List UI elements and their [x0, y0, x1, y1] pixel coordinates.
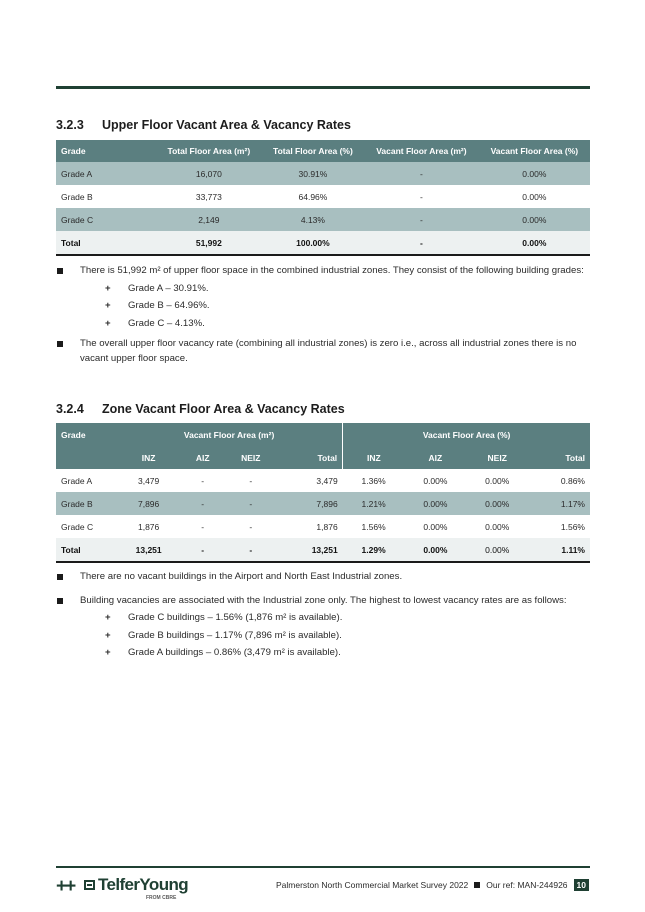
section-heading-upper-floor — [56, 118, 351, 132]
cell: 0.86% — [528, 469, 590, 492]
cell: - — [364, 208, 479, 231]
cell: 1.21% — [343, 492, 405, 515]
bullet-item — [56, 570, 590, 585]
col-header-vacant-floor-area: Vacant Floor Area (m²) — [364, 140, 479, 162]
table-sub-header-row — [56, 446, 590, 469]
bullet-square-icon — [57, 574, 63, 580]
col-header-neiz-pct: NEIZ — [466, 446, 528, 469]
page-number: 10 — [574, 879, 589, 891]
col-header-grade: Grade — [56, 423, 116, 446]
top-rule — [56, 86, 590, 89]
logo-wordmark: TelferYoung — [98, 875, 189, 894]
cell: 0.00% — [405, 469, 467, 492]
table-total-row — [56, 231, 590, 255]
bullet-text: There are no vacant buildings in the Airport and North East Industrial zones. — [80, 571, 403, 582]
bullet-square-icon — [57, 598, 63, 604]
cell: 3,479 — [116, 469, 181, 492]
bottom-rule — [56, 866, 590, 868]
cell: 2,149 — [156, 208, 262, 231]
cell: - — [364, 185, 479, 208]
cell: - — [364, 162, 479, 185]
table-row — [56, 185, 590, 208]
cell: - — [364, 231, 479, 255]
cell: 100.00% — [262, 231, 364, 255]
footer-square-icon — [474, 882, 480, 888]
zone-vacancy-table — [56, 423, 590, 563]
col-header-empty — [56, 446, 116, 469]
cell: 4.13% — [262, 208, 364, 231]
sub-bullet-text: Grade A – 30.91%. — [128, 282, 209, 294]
cell: - — [181, 492, 224, 515]
cell: 0.00% — [479, 162, 590, 185]
cell: 7,896 — [116, 492, 181, 515]
col-header-aiz-pct: AIZ — [405, 446, 467, 469]
table-row — [56, 162, 590, 185]
cell: 1.56% — [343, 515, 405, 538]
table-row — [56, 469, 590, 492]
logo-equals-icon — [84, 880, 95, 890]
cell: 30.91% — [262, 162, 364, 185]
cell: 33,773 — [156, 185, 262, 208]
sub-bullet-text: Grade B – 64.96%. — [128, 300, 210, 311]
sub-bullet-item — [80, 611, 590, 626]
table-group-header-row — [56, 423, 590, 446]
cell: - — [224, 538, 277, 562]
cell: 64.96% — [262, 185, 364, 208]
logo-plus-icon: ++ — [56, 876, 75, 897]
cell-grade: Grade C — [56, 208, 156, 231]
cell: - — [224, 492, 277, 515]
cell: 1.11% — [528, 538, 590, 562]
cell: 0.00% — [479, 231, 590, 255]
col-header-neiz: NEIZ — [224, 446, 277, 469]
sub-bullet-item — [80, 629, 590, 644]
table-row — [56, 208, 590, 231]
table-row — [56, 492, 590, 515]
sub-bullet-text: Grade C buildings – 1.56% (1,876 m² is available). — [128, 612, 343, 623]
cell: 1,876 — [116, 515, 181, 538]
sub-bullet-item — [80, 317, 590, 332]
cell: - — [181, 515, 224, 538]
cell: 1,876 — [277, 515, 342, 538]
col-header-total: Total — [277, 446, 342, 469]
sub-bullet-text: Grade B buildings – 1.17% (7,896 m² is available). — [128, 629, 342, 641]
cell: 0.00% — [466, 469, 528, 492]
plus-icon: + — [105, 317, 111, 329]
cell: 16,070 — [156, 162, 262, 185]
plus-icon: + — [105, 629, 111, 641]
cell-grade: Grade B — [56, 492, 116, 515]
bullet-square-icon — [57, 341, 63, 347]
bullet-item — [56, 594, 590, 661]
col-header-total-floor-area: Total Floor Area (m²) — [156, 140, 262, 162]
table-row — [56, 515, 590, 538]
cell: 51,992 — [156, 231, 262, 255]
upper-floor-bullets — [56, 264, 590, 372]
cell: - — [224, 469, 277, 492]
cell-grade: Grade A — [56, 469, 116, 492]
cell: 0.00% — [479, 185, 590, 208]
section-number: 3.2.4 — [56, 402, 84, 416]
cell: - — [224, 515, 277, 538]
cell: 0.00% — [466, 538, 528, 562]
col-header-inz: INZ — [116, 446, 181, 469]
section-number: 3.2.3 — [56, 118, 84, 132]
col-header-grade: Grade — [56, 140, 156, 162]
bullet-item — [56, 337, 590, 366]
cell: - — [181, 538, 224, 562]
cell: 1.56% — [528, 515, 590, 538]
sub-bullet-text: Grade A buildings – 0.86% (3,479 m² is available). — [128, 647, 341, 658]
cell-grade: Grade A — [56, 162, 156, 185]
cell-grade: Grade B — [56, 185, 156, 208]
plus-icon: + — [105, 282, 111, 294]
sub-bullet-item — [80, 282, 590, 297]
page-footer — [276, 879, 589, 891]
col-header-total-pct: Total — [528, 446, 590, 469]
col-header-vacant-floor-pct: Vacant Floor Area (%) — [479, 140, 590, 162]
col-header-total-floor-pct: Total Floor Area (%) — [262, 140, 364, 162]
plus-icon: + — [105, 612, 111, 623]
cell: 3,479 — [277, 469, 342, 492]
bullet-text: There is 51,992 m² of upper floor space in the combined industrial zones. They consist of the following building grades: — [80, 265, 584, 276]
cell: 0.00% — [466, 515, 528, 538]
bullet-item — [56, 264, 590, 331]
bullet-text: Building vacancies are associated with the Industrial zone only. The highest to lowest vacancy rates are as follows: — [80, 594, 567, 606]
cell: 0.00% — [405, 492, 467, 515]
section-heading-zone-vacant — [56, 402, 345, 416]
cell-total-label: Total — [56, 231, 156, 255]
sub-bullet-text: Grade C – 4.13%. — [128, 317, 205, 329]
cell-grade: Grade C — [56, 515, 116, 538]
bullet-text: The overall upper floor vacancy rate (combining all industrial zones) is zero i.e., across all industrial zones there is no vacant upper floor space. — [80, 338, 577, 364]
plus-icon: + — [105, 647, 111, 658]
sub-bullet-item — [80, 299, 590, 314]
footer-ref: Our ref: MAN-244926 — [486, 880, 568, 890]
group-header-vacant-pct: Vacant Floor Area (%) — [343, 423, 590, 446]
cell: - — [181, 469, 224, 492]
col-header-aiz: AIZ — [181, 446, 224, 469]
plus-icon: + — [105, 300, 111, 311]
cell-total-label: Total — [56, 538, 116, 562]
zone-vacancy-bullets — [56, 570, 590, 667]
cell: 1.29% — [343, 538, 405, 562]
cell: 13,251 — [116, 538, 181, 562]
bullet-square-icon — [57, 268, 63, 274]
group-header-vacant-area: Vacant Floor Area (m²) — [116, 423, 343, 446]
footer-doc-title: Palmerston North Commercial Market Survey 2022 — [276, 880, 469, 890]
cell: 1.17% — [528, 492, 590, 515]
cell: 0.00% — [479, 208, 590, 231]
table-header-row — [56, 140, 590, 162]
cell: 0.00% — [466, 492, 528, 515]
sub-bullet-item — [80, 646, 590, 661]
upper-floor-table — [56, 140, 590, 256]
section-title: Upper Floor Vacant Area & Vacancy Rates — [102, 118, 351, 132]
cell: 13,251 — [277, 538, 342, 562]
logo-from-cbre: FROM CBRE — [146, 895, 177, 901]
section-title: Zone Vacant Floor Area & Vacancy Rates — [102, 402, 345, 416]
col-header-inz-pct: INZ — [343, 446, 405, 469]
cell: 0.00% — [405, 515, 467, 538]
table-total-row — [56, 538, 590, 562]
cell: 7,896 — [277, 492, 342, 515]
cell: 0.00% — [405, 538, 467, 562]
cell: 1.36% — [343, 469, 405, 492]
